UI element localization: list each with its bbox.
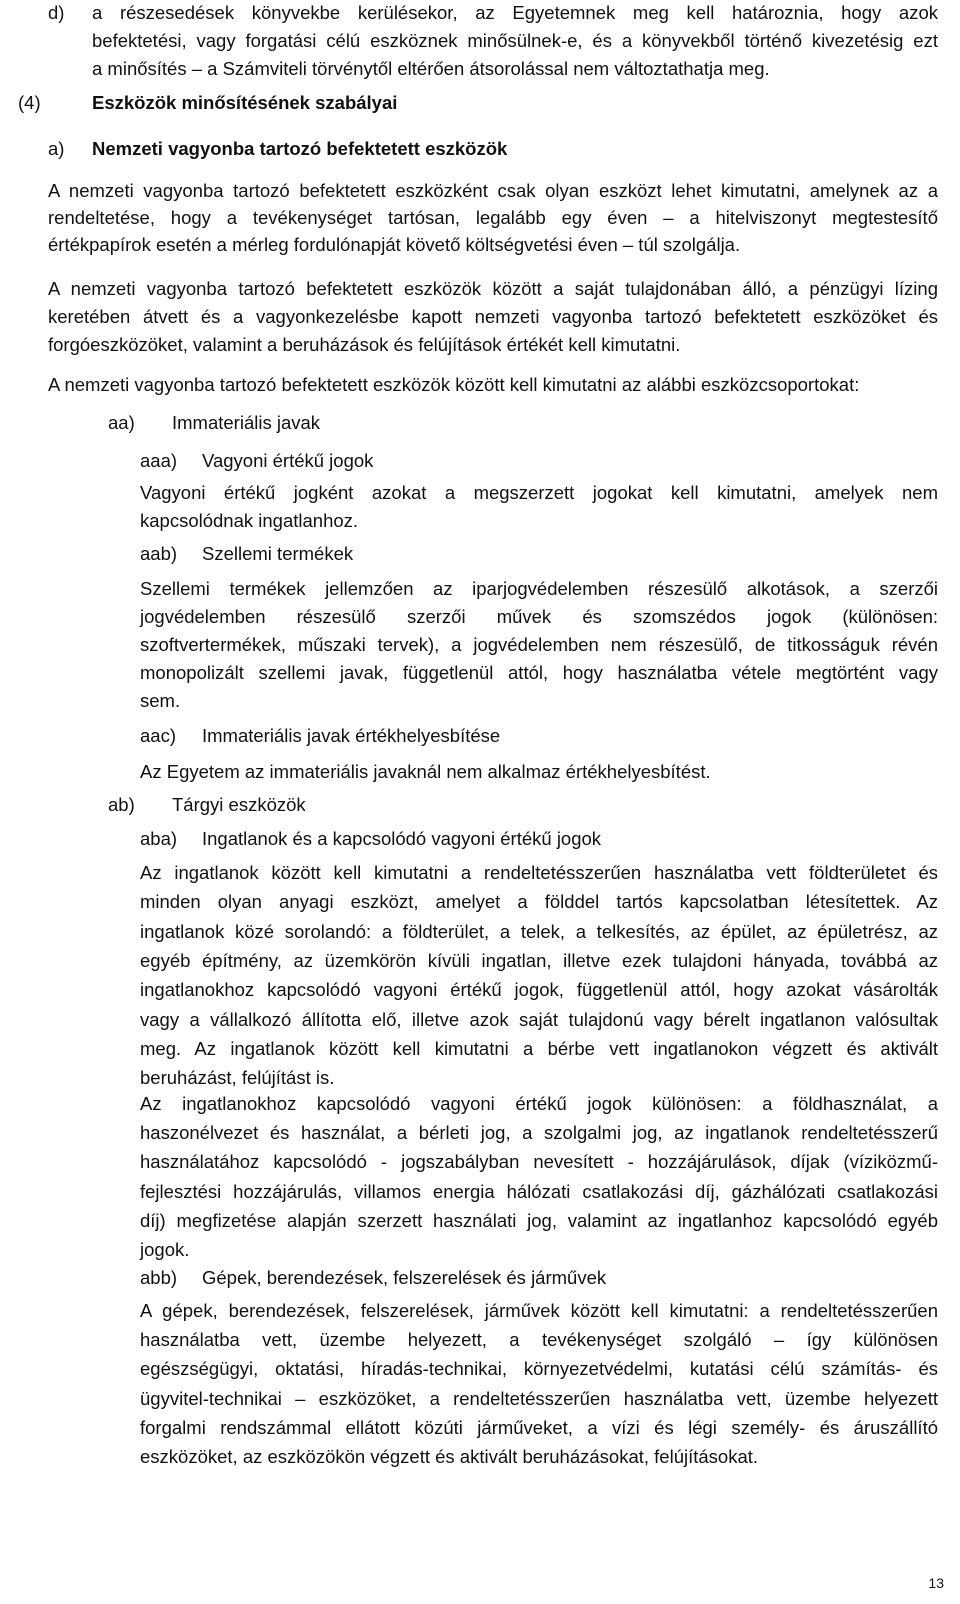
abb-text-line: forgalmi rendszámmal ellátott közúti járműveket, a vízi és légi személy- és áruszállító [140, 1416, 938, 1438]
aaa-text-line: kapcsolódnak ingatlanhoz. [140, 510, 359, 531]
aba-text2-line: haszonélvezet és használat, a bérleti jog, a szolgalmi jog, az ingatlanok rendeltetésszerű [140, 1122, 938, 1144]
aba-text2-line: fejlesztési hozzájárulás, villamos energia hálózati csatlakozási díj, gázhálózati csatlakozási [140, 1180, 938, 1202]
aba-text1-line: egyéb építmény, az üzemkörön kívüli ingatlan, illetve ezek tulajdoni hányada, továbbá az [140, 949, 938, 971]
aaa-text-line: Vagyoni értékű jogként azokat a megszerzett jogokat kell kimutatni, amelyek nem [140, 482, 938, 503]
aba-label: aba) [140, 828, 178, 849]
aba-text1-line: beruházást, felújítást is. [140, 1067, 335, 1089]
aba-text1-line: minden olyan anyagi eszközt, amelyet a földdel tartós kapcsolatban létesítettek. Az [140, 891, 938, 913]
sub-a-title: Nemzeti vagyonba tartozó befektetett eszközök [92, 138, 508, 159]
aba-text1-line: vagy a vállalkozó állította elő, illetve azok saját tulajdonú vagy bérelt ingatlanon valósultak [140, 1008, 938, 1030]
item-d-text-line: befektetési, vagy forgatási célú eszköznek minősülnek-e, és a könyvekből történő kivezetésig ezt [92, 30, 938, 51]
para3-line: A nemzeti vagyonba tartozó befektetett eszközök között kell kimutatni az alábbi eszközcsoportokat: [48, 374, 860, 395]
aab-text-line: Szellemi termékek jellemzően az iparjogvédelemben részesülő alkotások, a szerzői [140, 578, 938, 599]
abb-text-line: használatba vett, üzembe helyezett, a tevékenységet szolgáló – így különösen [140, 1329, 938, 1351]
aab-label: aab) [140, 543, 178, 564]
aba-text1-line: meg. Az ingatlanok között kell kimutatni a bérbe vett ingatlanokon végzett és aktivált [140, 1037, 938, 1059]
section4-label: (4) [18, 92, 41, 113]
abb-title: Gépek, berendezések, felszerelések és járművek [202, 1267, 607, 1288]
aba-text2-line: jogok. [140, 1239, 190, 1260]
aba-text1-line: Az ingatlanok között kell kimutatni a rendeltetésszerűen használatba vett földterületet és [140, 862, 938, 883]
aba-title: Ingatlanok és a kapcsolódó vagyoni értékű jogok [202, 828, 602, 849]
para1-line: A nemzeti vagyonba tartozó befektetett eszközként csak olyan eszközt lehet kimutatni, amelynek az a [48, 180, 938, 201]
sub-a-label: a) [48, 138, 65, 159]
aac-title: Immateriális javak értékhelyesbítése [202, 725, 501, 746]
aab-text-line: monopolizált szellemi javak, függetlenül attól, hogy használatba vétele megtörtént vagy [140, 662, 938, 683]
ab-title: Tárgyi eszközök [172, 794, 306, 815]
para1-line: értékpapírok esetén a mérleg fordulónapját követő költségvetési éven – túl szolgálja. [48, 234, 741, 255]
abb-text-line: ügyvitel-technikai – eszközöket, a rendeltetésszerűen használatba vett, üzembe helyezett [140, 1387, 938, 1409]
abb-text-line: A gépek, berendezések, felszerelések, járművek között kell kimutatni: a rendeltetésszerűen [140, 1300, 938, 1321]
section4-title: Eszközök minősítésének szabályai [92, 92, 398, 113]
aaa-title: Vagyoni értékű jogok [202, 450, 374, 471]
aac-label: aac) [140, 725, 176, 746]
para1-line: rendeltetése, hogy a tevékenységet tartósan, legalább egy éven – a hitelviszonyt megtestesítő [48, 207, 938, 228]
item-d-text-line: a részesedések könyvekbe kerülésekor, az Egyetemnek meg kell határoznia, hogy azok [92, 2, 938, 23]
aab-text-line: jogvédelemben részesülő szerzői művek és szomszédos jogok (különösen: [140, 606, 938, 627]
aba-text1-line: ingatlanok közé sorolandó: a földterület, a telek, a telkesítés, az épület, az épületrész, az [140, 920, 938, 942]
page-number: 13 [928, 1575, 944, 1591]
aba-text2-line: használatához kapcsolódó - jogszabályban nevesített - hozzájárulások, díjak (víziközmű- [140, 1151, 938, 1173]
para2-line: keretében átvett és a vagyonkezelésbe kapott nemzeti vagyonba tartozó befektetett eszközöket és [48, 306, 938, 327]
aa-label: aa) [108, 412, 135, 433]
ab-label: ab) [108, 794, 135, 815]
aba-text1-line: ingatlanokhoz kapcsolódó vagyoni értékű jogok, függetlenül attól, hogy azokat vásárolták [140, 979, 938, 1001]
item-d-label: d) [48, 2, 65, 23]
aaa-label: aaa) [140, 450, 178, 471]
para2-line: forgóeszközöket, valamint a beruházások és felújítások értékét kell kimutatni. [48, 334, 681, 355]
abb-text-line: egészségügyi, oktatási, híradás-technikai, környezetvédelmi, kutatási célú számítás- és [140, 1358, 938, 1380]
abb-text-line: eszközöket, az eszközökön végzett és aktivált beruházásokat, felújításokat. [140, 1446, 759, 1467]
abb-label: abb) [140, 1267, 178, 1288]
aab-text-line: szoftvertermékek, műszaki tervek), a jogvédelemben nem részesülő, de titkosságuk révén [140, 634, 938, 655]
aab-text-line: sem. [140, 690, 181, 711]
aac-text-line: Az Egyetem az immateriális javaknál nem alkalmaz értékhelyesbítést. [140, 761, 711, 782]
aba-text2-line: Az ingatlanokhoz kapcsolódó vagyoni értékű jogok különösen: a földhasználat, a [140, 1093, 938, 1114]
aba-text2-line: díj) megfizetése alapján szerzett használati jog, valamint az ingatlanhoz kapcsolódó egyéb [140, 1209, 938, 1231]
aab-title: Szellemi termékek [202, 543, 354, 564]
aa-title: Immateriális javak [172, 412, 321, 433]
para2-line: A nemzeti vagyonba tartozó befektetett eszközök között a saját tulajdonában álló, a pénzügyi lízing [48, 278, 938, 299]
item-d-text-line: a minősítés – a Számviteli törvénytől eltérően átsorolással nem változtathatja meg. [92, 58, 770, 79]
